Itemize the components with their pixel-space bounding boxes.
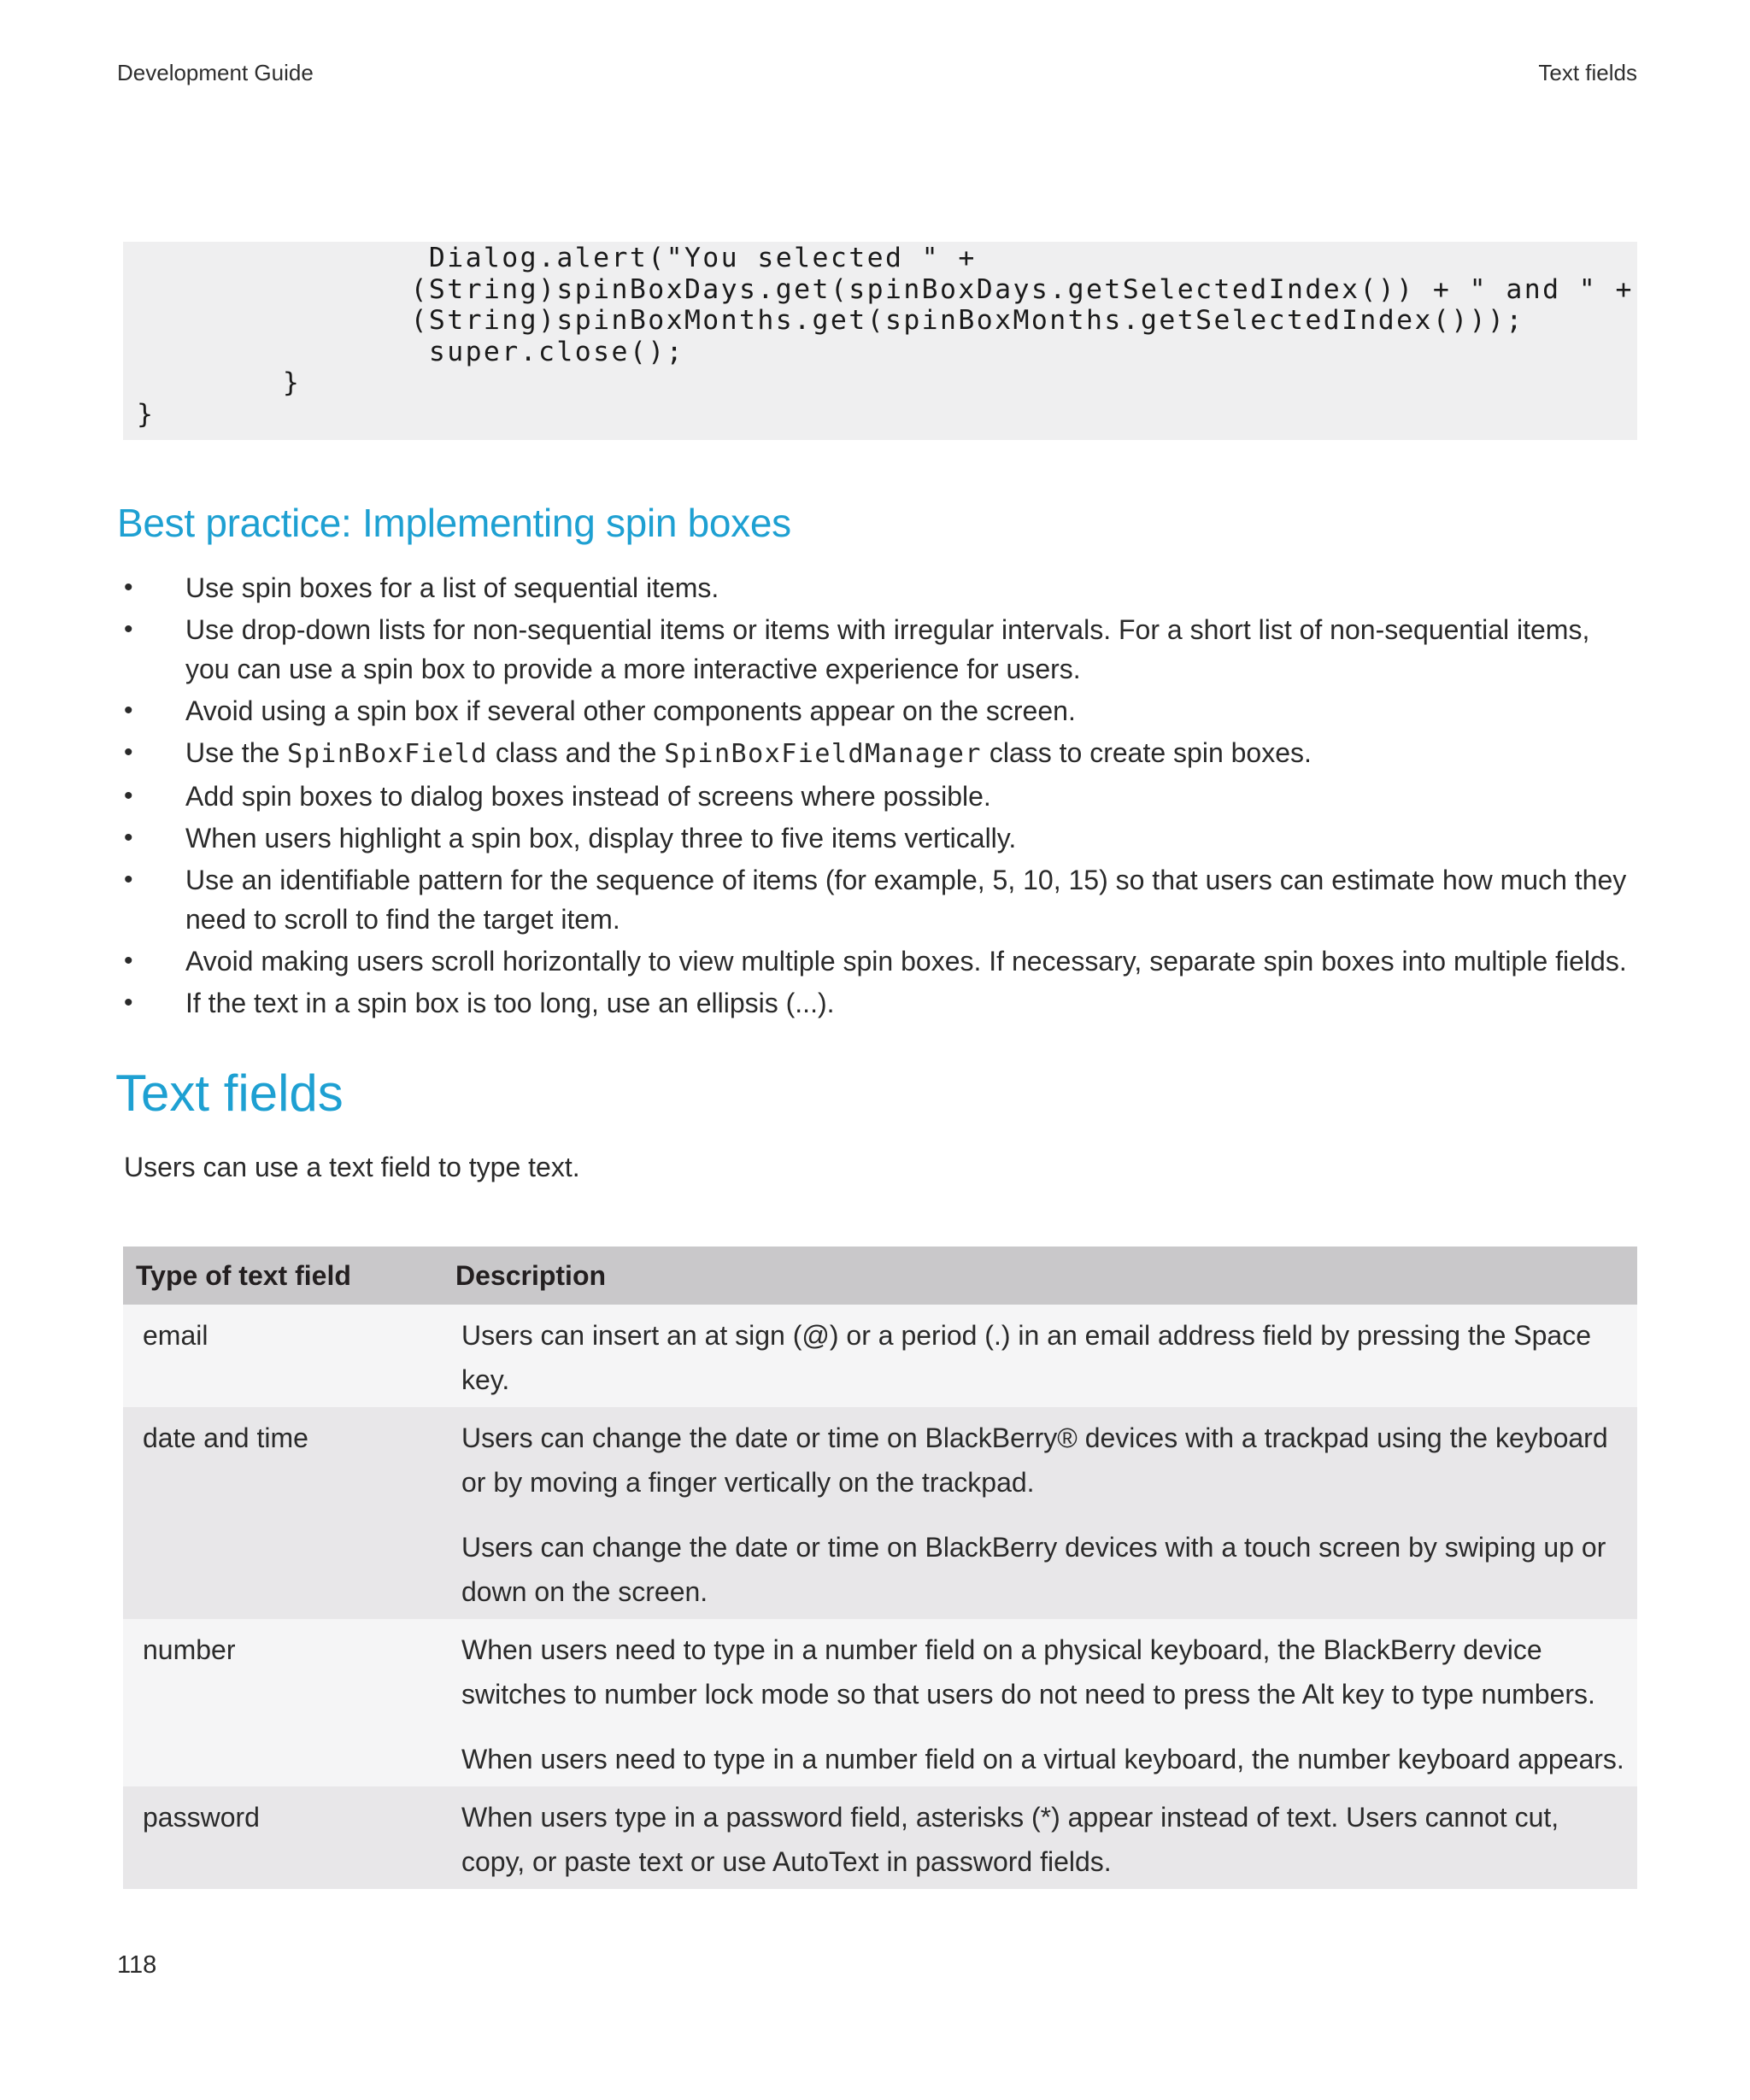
page-number: 118 <box>117 1951 157 1979</box>
list-item <box>117 610 1638 689</box>
list-item-text-pre: Use the <box>185 737 288 768</box>
description-paragraph: Users can insert an at sign (@) or a period (.) in an email address field by pressing the Space key. <box>461 1320 1591 1395</box>
list-item <box>117 983 1638 1023</box>
page-header <box>117 60 1637 94</box>
best-practice-list <box>117 568 1638 1025</box>
list-item-text: Add spin boxes to dialog boxes instead of screens where possible. <box>185 781 991 812</box>
bullet-icon: • <box>124 947 133 975</box>
list-item-text-post: class to create spin boxes. <box>981 737 1312 768</box>
bullet-icon: • <box>124 824 133 852</box>
bullet-icon: • <box>124 696 133 724</box>
bullet-icon: • <box>124 782 133 810</box>
column-header-description: Description <box>435 1247 1637 1305</box>
list-item-text: Avoid using a spin box if several other components appear on the screen. <box>185 695 1076 726</box>
description-paragraph: When users need to type in a number field on a virtual keyboard, the number keyboard appears. <box>461 1744 1624 1774</box>
bullet-icon: • <box>124 988 133 1017</box>
list-item <box>117 733 1638 774</box>
header-guide-title: Development Guide <box>117 60 314 85</box>
list-item <box>117 860 1638 939</box>
description-paragraph: Users can change the date or time on BlackBerry® devices with a trackpad using the keyboard or by moving a finger vertically on the trackpad. <box>461 1422 1608 1498</box>
code-block <box>123 242 1637 440</box>
list-item-text-mid: class and the <box>487 737 665 768</box>
text-field-types-table <box>123 1247 1637 1889</box>
cell-description <box>435 1305 1637 1407</box>
cell-type: password <box>123 1786 435 1889</box>
list-item-text: Avoid making users scroll horizontally to view multiple spin boxes. If necessary, separate spin boxes into multiple fields. <box>185 946 1627 977</box>
table-row <box>123 1407 1637 1619</box>
table-row <box>123 1305 1637 1407</box>
column-header-type: Type of text field <box>123 1247 435 1305</box>
text-fields-title: Text fields <box>115 1065 344 1122</box>
list-item <box>117 941 1638 981</box>
description-paragraph: When users need to type in a number field on a physical keyboard, the BlackBerry device switches to number lock mode so that users do not need to press the Alt key to type numbers. <box>461 1634 1595 1710</box>
bullet-icon: • <box>124 738 133 766</box>
list-item-text: Use spin boxes for a list of sequential items. <box>185 572 719 603</box>
table-row <box>123 1619 1637 1786</box>
list-item-text: Use drop-down lists for non-sequential items or items with irregular intervals. For a short list of non-sequential items, you can use a spin box to provide a more interactive experience for users. <box>185 614 1590 684</box>
list-item-text: When users highlight a spin box, display three to five items vertically. <box>185 823 1017 853</box>
list-item-text: Use an identifiable pattern for the sequence of items (for example, 5, 10, 15) so that users can estimate how much they need to scroll to find the target item. <box>185 865 1627 935</box>
cell-description <box>435 1786 1637 1889</box>
class-name-spinboxfield: SpinBoxField <box>287 739 488 769</box>
list-item <box>117 777 1638 816</box>
cell-type: number <box>123 1619 435 1786</box>
table-row <box>123 1786 1637 1889</box>
bullet-icon: • <box>124 615 133 643</box>
cell-description <box>435 1407 1637 1619</box>
list-item <box>117 568 1638 607</box>
header-section-title: Text fields <box>1538 60 1637 85</box>
class-name-spinboxfieldmanager: SpinBoxFieldManager <box>664 739 982 769</box>
bullet-icon: • <box>124 865 133 894</box>
best-practice-heading: Best practice: Implementing spin boxes <box>117 501 791 545</box>
description-paragraph: When users type in a password field, asterisks (*) appear instead of text. Users cannot cut, copy, or paste text or use AutoText in password fields. <box>461 1802 1559 1877</box>
code-text: Dialog.alert("You selected " + (String)spinBoxDays.get(spinBoxDays.getSelectedIndex()) + " and " + (String)spinBoxMonths.get(spinBoxMonths.getSelectedIndex())); super.close(); } } <box>137 243 1634 430</box>
cell-description <box>435 1619 1637 1786</box>
list-item <box>117 818 1638 858</box>
list-item-text: If the text in a spin box is too long, use an ellipsis (...). <box>185 988 835 1018</box>
table-header-row <box>123 1247 1637 1305</box>
list-item <box>117 691 1638 730</box>
description-paragraph: Users can change the date or time on BlackBerry devices with a touch screen by swiping up or down on the screen. <box>461 1532 1606 1607</box>
cell-type: email <box>123 1305 435 1407</box>
text-fields-intro: Users can use a text field to type text. <box>124 1152 580 1182</box>
bullet-icon: • <box>124 573 133 601</box>
cell-type: date and time <box>123 1407 435 1619</box>
